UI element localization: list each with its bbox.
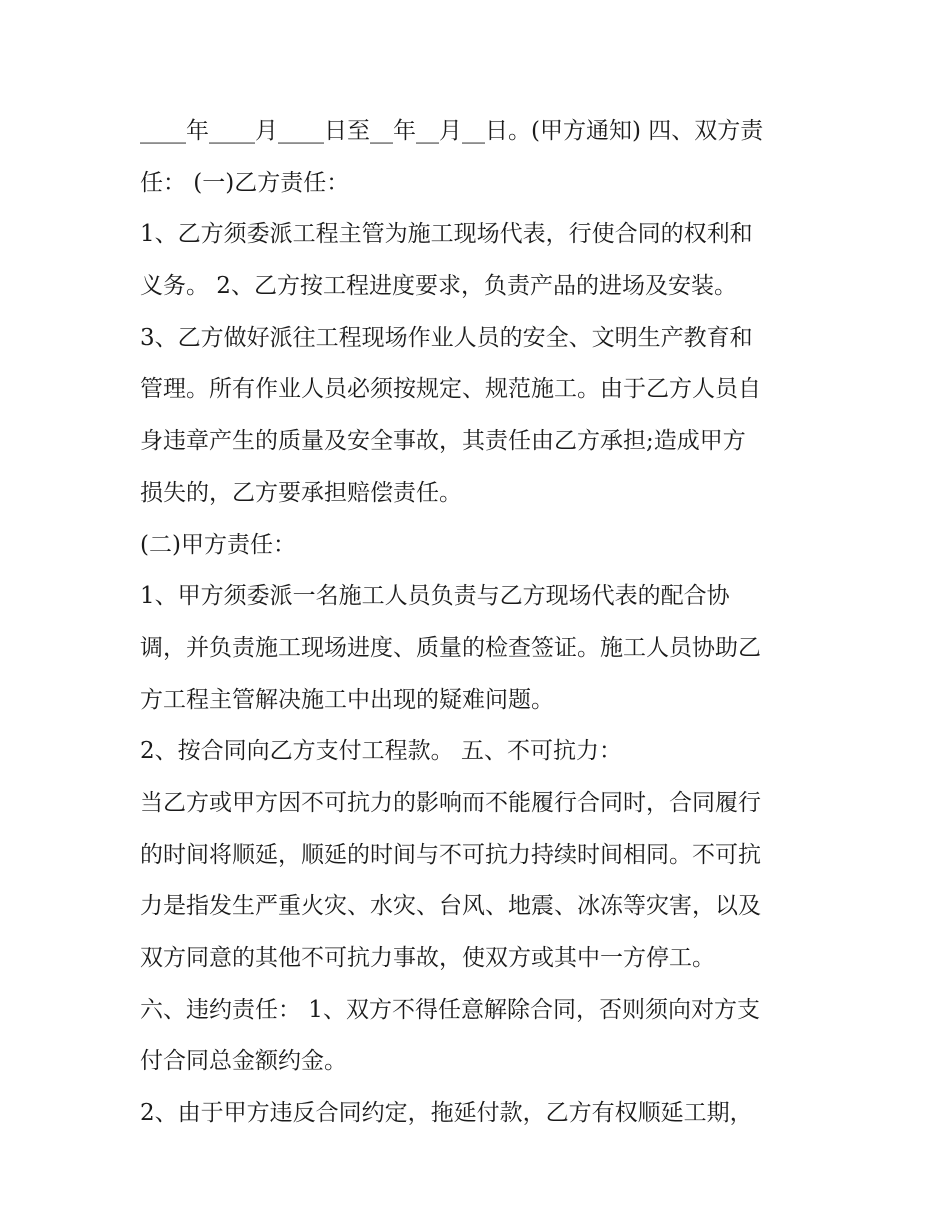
text-line: 力是指发生严重火灾、水灾、台风、地震、冰冻等灾害，以及 bbox=[140, 893, 761, 920]
text-line: ____年____月____日至__年__月__日。(甲方通知) 四、双方责 bbox=[140, 118, 764, 144]
section-heading: (二)甲方责任： bbox=[140, 531, 296, 558]
text-line: 损失的，乙方要承担赔偿责任。 bbox=[140, 479, 462, 506]
text-line: 六、违约责任： 1、双方不得任意解除合同，否则须向对方支 bbox=[140, 996, 760, 1023]
text-line: 调，并负责施工现场进度、质量的检查签证。施工人员协助乙 bbox=[140, 634, 761, 661]
text-line: 2、由于甲方违反合同约定，拖延付款，乙方有权顺延工期， bbox=[140, 1100, 753, 1127]
text-line: 的时间将顺延，顺延的时间与不可抗力持续时间相同。不可抗 bbox=[140, 841, 761, 868]
text-line: 2、按合同向乙方支付工程款。 五、不可抗力： bbox=[140, 738, 622, 765]
text-line: 双方同意的其他不可抗力事故，使双方或其中一方停工。 bbox=[140, 945, 715, 971]
text-line: 1、甲方须委派一名施工人员负责与乙方现场代表的配合协 bbox=[140, 583, 730, 610]
text-line: 付合同总金额约金。 bbox=[140, 1048, 347, 1075]
text-line: 方工程主管解决施工中出现的疑难问题。 bbox=[140, 686, 554, 713]
text-line: 3、乙方做好派往工程现场作业人员的安全、文明生产教育和 bbox=[140, 324, 753, 351]
text-line: 任： (一)乙方责任： bbox=[140, 169, 350, 196]
contract-text bbox=[140, 106, 830, 1140]
text-line: 义务。 2、乙方按工程进度要求，负责产品的进场及安装。 bbox=[140, 273, 737, 300]
text-line: 身违章产生的质量及安全事故，其责任由乙方承担;造成甲方 bbox=[140, 428, 746, 455]
text-line: 管理。所有作业人员必须按规定、规范施工。由于乙方人员自 bbox=[140, 376, 761, 403]
text-line: 1、乙方须委派工程主管为施工现场代表，行使合同的权利和 bbox=[140, 221, 753, 248]
text-line: 当乙方或甲方因不可抗力的影响而不能履行合同时，合同履行 bbox=[140, 789, 761, 816]
